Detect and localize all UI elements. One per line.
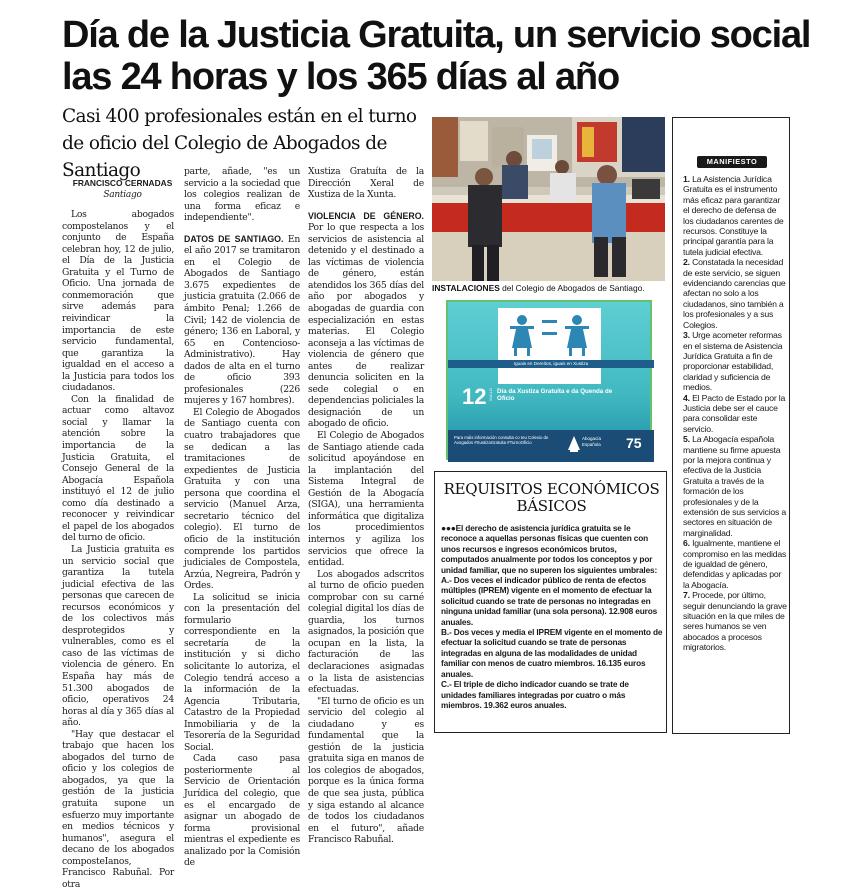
byline-location: Santiago — [103, 189, 142, 200]
article-paragraph: Los abogados compostelanos y el conjunto de España celebran hoy, 12 de julio, el Día de la Justicia Gratuita y el Turno de Oficio. Una jornada de conmemoración que sirve además para reivindicar la importancia de este servicio fundamental, que garantiza la igualdad en el acceso a la Justicia para todos los ciudadanos. — [62, 209, 174, 394]
manifiesto-item: 1. La Asistencia Jurídica Gratuita es el instrumento más eficaz para garantizar el derecho de defensa de los ciudadanos carentes de recursos. Constituye la principal garantía para la tutela judicial efectiva. — [683, 174, 784, 257]
article-paragraph: Xustiza Gratuíta de la Dirección Xeral de Xustiza de la Xunta. — [308, 166, 424, 201]
article-paragraph-violencia — [308, 211, 424, 430]
manifiesto-item: 7. Procede, por último, seguir denunciando la grave situación en la que miles de seres humanos se ven abocados a procesos migratorios. — [683, 590, 787, 653]
subheadline: Casi 400 profesionales están en el turno de oficio del Colegio de Abogados de Santiago — [62, 106, 417, 181]
manifiesto-item: 6. Igualmente, mantiene el compromiso en las medidas de igualdad de género, defendidas y aplicadas por la Abogacía. — [683, 538, 787, 590]
manifiesto-item: 4. El Pacto de Estado por la Justicia debe ser el cauce para consolidar este servicio. — [683, 392, 786, 434]
manifiesto-sidebar — [672, 117, 790, 734]
article-paragraph: Los abogados adscritos al turno de oficio pueden comprobar con su carné colegial digital los días de guardia, los turnos asignados, la posición que ocupan en la lista, la facturación de las declaraciones asignadas o la lista de asistencias efectuadas. — [308, 568, 424, 696]
requisitos-item-c: C.- El triple de dicho indicador cuando se trate de unidades familiares integradas por cuatro o más miembros. 19.362 euros anuales. — [441, 679, 629, 710]
poster-slogan: Iguais en Dereitos, iguais en Xustiza — [448, 360, 654, 368]
requisitos-item-b: B.- Dos veces y media el IPREM vigente en el momento de efectuar la solicitud cuando se trate de personas integradas en alguna de las modalidades de unidad familiar con menos de cuatro miembros. 16.135 euros anuales. — [441, 627, 663, 679]
byline-author: FRANCISCO CERNADAS — [72, 178, 173, 188]
abogacia-logo-icon — [568, 436, 580, 452]
manifiesto-item: 5. La Abogacía española mantiene su firme apuesta por la mejora continua y efectiva de la Justicia Gratuita a través de la formación de los profesionales y de la extensión de sus servicios a sectores en situación de marginalidad. — [683, 434, 787, 538]
manifiesto-list — [683, 174, 787, 653]
manifiesto-item: 3. Urge acometer reformas en el sistema de Asistencia Jurídica Gratuita a fin de proporcionar estabilidad, claridad y suficiencia de medios. — [683, 330, 783, 393]
article-column-2 — [184, 166, 300, 869]
article-paragraph: "Hay que destacar el trabajo que hacen los abogados del turno de oficio y los colegios de abogados, ya que la gestión de la justicia gratuita supone un esfuerzo muy importante en medios técnicos y humanos", asegura el decano de los abogados composteIanos, Francisco Rabuñal. Por otra — [62, 728, 174, 890]
poster-info-text: Para máis información consulta co teu Colexio de Avogados #XustizaGratuita #TurnoOficio — [454, 435, 549, 446]
requisitos-box — [434, 471, 667, 733]
article-paragraph-datos — [184, 234, 300, 407]
article-paragraph: Cada caso pasa posteriormente al Servicio de Orientación Jurídica del colegio, que es el encargado de asignar un abogado de forma provisional mientras el expediente es analizado por la Comisión de — [184, 753, 300, 869]
article-paragraph: El Colegio de Abogados de Santiago atiende cada solicitud apoyándose en la implantación del Sistema Integral de Gestión de la Abogacía (SIGA), una herramienta informática que digitaliza los procedimientos internos y agiliza los servicios que ofrece la entidad. — [308, 430, 424, 569]
photo-caption-label: INSTALACIONES — [432, 283, 500, 293]
photo-caption — [432, 283, 672, 293]
article-text: En el año 2017 se tramitaron en el Colegio de Abogados de Santiago 3.675 expedientes de justicia gratuita (2.066 de ámbito Penal; 1.266 de Civil; 142 de violencia de género; 136 en Laboral, y 65 en Contencioso-Administrativo). Hay dados de alta en el turno de oficio 393 profesionales (226 mujeres y 167 hombres). — [184, 233, 300, 407]
headline: Día de la Justicia Gratuita, un servicio social las 24 horas y los 365 días al año — [62, 14, 811, 98]
office-photo — [432, 117, 665, 281]
section-heading-violencia: VIOLENCIA DE GÉNERO. — [308, 210, 424, 221]
article-paragraph: Con la finalidad de actuar como altavoz social y llamar la atención sobre la importancia de la Justicia Gratuita, el Consejo General de la Abogacía Española instituyó el 12 de julio como día destinado a reconocer y reivindicar el papel de los abogados del turno de oficio. — [62, 393, 174, 544]
article-paragraph: parte, añade, "es un servicio a la sociedad que los colegios realizan de una forma eficaz e independiente". — [184, 166, 300, 224]
requisitos-item-a: A.- Dos veces el indicador público de renta de efectos múltiples (IPREM) vigente en el momento de efectuar la solicitud cuando se trate de personas no integradas en ninguna unidad familiar (una sola persona). 12.908 euros anuales. — [441, 575, 658, 627]
article-column-3 — [308, 166, 424, 846]
manifiesto-item: 2. Constatada la necesidad de este servicio, se siguen evidenciando carencias que afectan no solo a los ciudadanos, sino también a los profesionales y a sus Colegios. — [683, 257, 786, 330]
poster-anniversary: 75 — [626, 435, 642, 451]
article-text: Por lo que respecta a los servicios de asistencia al detenido y el destinado a las víctimas de violencia de género, están atendidos los 365 días del año por abogados y abogadas de guardia con especialización en estas materias. El Colegio aconseja a las víctimas de violencia de género que antes de realizar denuncia soliciten en la sede colegial o en dependencias policiales la designación de un abogado de oficio. — [308, 222, 424, 430]
poster-footer — [448, 430, 654, 462]
requisitos-intro: ●●●El derecho de asistencia jurídica gratuita se le reconoce a aquellas personas físicas que cuenten con unos recursos e ingresos económicos brutos, computados anualmente por todos los conceptos y por unidad familiar, que no superen los siguientes umbrales: — [441, 523, 658, 575]
photo-caption-text: del Colegio de Abogados de Santiago. — [499, 283, 645, 293]
requisitos-title: REQUISITOS ECONÓMICOS BÁSICOS — [443, 480, 660, 515]
office-photo-illustration — [432, 117, 665, 281]
article-paragraph: El Colegio de Abogados de Santiago cuenta con cuatro trabajadores que se dedican a las tramitaciones de expedientes de Justicia Gratuita y con una persona que coordina el servicio (Manuel Arza, secretario técnico del colegio). El turno de oficio de la institución comprende los partidos judiciales de Compostela, Arzúa, Negreira, Padrón y Ordes. — [184, 406, 300, 592]
justice-figures-icon — [498, 308, 601, 384]
requisitos-body — [441, 523, 663, 710]
poster-month: XULLO — [488, 388, 493, 402]
poster-day-number: 12 — [462, 384, 487, 409]
poster-logo-text: Abogacía Española — [582, 436, 602, 447]
campaign-poster — [446, 300, 652, 460]
article-paragraph: "El turno de oficio es un servicio del colegio al ciudadano y es fundamental que la gestión de la justicia gratuita siga en manos de los colegios de abogados, porque es la única forma de que sea justa, pública y siga estando al alcance de todos los ciudadanos en el futuro", añade Francisco Rabuñal. — [308, 695, 424, 846]
article-paragraph: La solicitud se inicia con la presentación del formulario correspondiente en la secretaría de la institución y si dicho solicitante lo autoriza, el Colegio tendrá acceso a la información de la Agencia Tributaria, Catastro de la Propiedad Inmobiliaria y de la Tesorería de la Seguridad Social. — [184, 591, 300, 753]
manifiesto-badge: MANIFIESTO — [697, 156, 767, 168]
article-paragraph: La Justicia gratuita es un servicio social que garantiza la tutela judicial efectiva de las personas que carecen de recursos económicos y de los colectivos más desprotegidos y vulnerables, como es el caso de las víctimas de violencia de género. En España hay más de 51.300 abogados de oficio, operativos 24 horas al día y 365 días al año. — [62, 543, 174, 729]
poster-title: Día da Xustiza Gratuíta e da Quenda de Oficio — [497, 388, 613, 403]
article-column-1 — [62, 178, 174, 890]
poster-logo-panel — [498, 308, 601, 384]
section-heading-datos: DATOS DE SANTIAGO. — [184, 233, 284, 244]
